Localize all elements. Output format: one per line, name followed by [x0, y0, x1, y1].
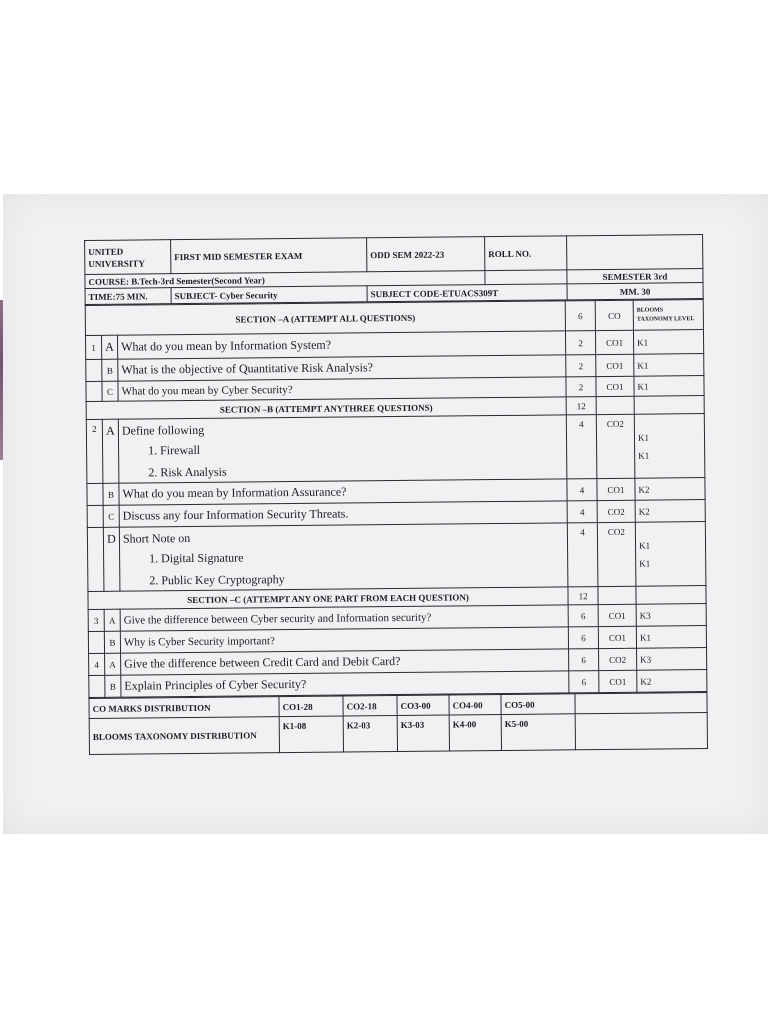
question-blooms-level: K2 — [637, 670, 707, 693]
question-co: CO1 — [596, 354, 634, 376]
question-co: CO2 — [597, 500, 635, 522]
question-co: CO1 — [598, 604, 636, 626]
question-blooms-level: K3 — [636, 604, 706, 627]
question-blooms-level: K2 — [635, 478, 705, 501]
max-marks: MM. 30 — [567, 283, 703, 300]
co-distribution-cell: CO5-00 — [501, 694, 575, 715]
question-number: 1 — [85, 335, 101, 359]
question-co: CO1 — [598, 626, 636, 648]
blooms-distribution-cell: K1-08 — [279, 716, 343, 753]
section-c-marks: 12 — [568, 587, 598, 605]
question-table — [85, 299, 708, 698]
co-distribution-label: CO MARKS DISTRIBUTION — [89, 697, 279, 719]
question-co: CO2 — [596, 414, 635, 478]
question-marks: 2 — [565, 331, 595, 355]
question-number: 2 — [86, 419, 103, 483]
question-marks: 4 — [566, 415, 597, 479]
question-blooms-level: K1 — [634, 376, 704, 397]
question-text: Why is Cyber Security important? — [120, 627, 568, 653]
question-co: CO2 — [599, 648, 637, 670]
university-name: UNITED UNIVERSITY — [85, 240, 171, 275]
question-part: B — [103, 483, 119, 505]
semester: SEMESTER 3rd — [567, 269, 703, 284]
question-text: Explain Principles of Cyber Security? — [121, 671, 569, 697]
co-distribution-cell: CO1-28 — [279, 696, 343, 717]
question-blooms-level: K1 — [636, 626, 706, 649]
question-blooms-level — [634, 414, 705, 479]
question-blooms-level: K2 — [635, 500, 705, 523]
co-header: CO — [595, 300, 633, 330]
blooms-level: K1 — [638, 540, 651, 551]
question-part: C — [102, 381, 118, 401]
sub-item: 2. Risk Analysis — [148, 464, 227, 480]
question-marks: 2 — [566, 377, 596, 397]
question-co: CO1 — [599, 670, 637, 692]
blooms-distribution-cell: K3-03 — [397, 715, 449, 751]
sub-item: 1. Firewall — [148, 442, 201, 458]
question-text: What do you mean by Information Assurance? — [119, 479, 567, 505]
question-co: CO2 — [597, 522, 636, 586]
blooms-header: BLOOMS TAXONOMY LEVEL — [633, 300, 703, 331]
question-marks: 4 — [567, 479, 597, 501]
exam-paper — [84, 226, 707, 780]
question-part: D — [103, 527, 120, 591]
question-marks: 6 — [568, 605, 598, 627]
question-marks: 4 — [567, 501, 597, 523]
question-text: Define following — [121, 422, 205, 438]
question-part: A — [105, 653, 121, 675]
course: COURSE: B.Tech-3rd Semester(Second Year) — [85, 271, 485, 289]
question-blooms-level: K1 — [634, 354, 704, 377]
blooms-distribution-label: BLOOMS TAXONOMY DISTRIBUTION — [89, 717, 279, 755]
question-blooms-level: K1 — [633, 330, 703, 355]
question-number: 3 — [88, 609, 104, 631]
blooms-distribution-cell: K5-00 — [501, 714, 575, 751]
blooms-level: K1 — [638, 450, 650, 461]
question-co: CO1 — [597, 478, 635, 500]
session: ODD SEM 2022-23 — [367, 237, 485, 272]
section-b-marks: 12 — [566, 397, 596, 415]
question-marks: 6 — [569, 671, 599, 693]
question-marks: 4 — [567, 523, 598, 587]
section-a-title: SECTION –A (ATTEMPT ALL QUESTIONS) — [85, 301, 565, 336]
question-blooms-level: K3 — [637, 648, 707, 671]
question-marks: 2 — [566, 355, 596, 377]
question-text: Short Note on — [122, 530, 191, 546]
question-blooms-level — [635, 522, 706, 587]
question-part: B — [102, 359, 118, 381]
question-part: C — [103, 505, 119, 527]
section-c-title: SECTION –C (ATTEMPT ANY ONE PART FROM EACH QUESTION) — [88, 587, 568, 610]
question-text: Discuss any four Information Security Threats. — [119, 501, 567, 527]
roll-no-field — [567, 235, 703, 270]
distribution-table — [88, 692, 708, 755]
question-part: A — [104, 609, 120, 631]
co-distribution-cell: CO4-00 — [449, 695, 501, 715]
question-co: CO1 — [595, 330, 633, 354]
sub-item: 2. Public Key Cryptography — [149, 572, 285, 588]
subject-code: SUBJECT CODE-ETUACS309T — [367, 284, 567, 302]
question-body — [118, 415, 567, 483]
question-text: What do you mean by Cyber Security? — [118, 377, 566, 401]
roll-no-label: ROLL NO. — [485, 236, 567, 271]
question-part: A — [102, 419, 119, 483]
question-part: A — [101, 335, 117, 359]
question-part: B — [104, 631, 120, 653]
question-text: Give the difference between Credit Card and Debit Card? — [121, 649, 569, 675]
question-text: What is the objective of Quantitative Risk Analysis? — [118, 355, 566, 381]
question-text: Give the difference between Cyber security and Information security? — [120, 605, 568, 631]
co-distribution-cell: CO3-00 — [397, 695, 449, 715]
question-number: 4 — [89, 653, 105, 675]
question-marks: 6 — [569, 649, 599, 671]
time-allowed: TIME:75 MIN. — [85, 288, 171, 305]
blooms-distribution-cell: K2-03 — [343, 716, 397, 753]
co-distribution-cell: CO2-18 — [343, 696, 397, 717]
exam-header-table — [84, 234, 704, 305]
question-text: What do you mean by Information System? — [117, 331, 565, 359]
question-part: B — [105, 675, 121, 697]
section-a-marks: 6 — [565, 301, 595, 331]
section-b-title: SECTION –B (ATTEMPT ANYTHREE QUESTIONS) — [86, 397, 566, 420]
subject-name: SUBJECT- Cyber Security — [171, 286, 367, 304]
question-marks: 6 — [568, 627, 598, 649]
blooms-level: K1 — [637, 432, 650, 443]
question-co: CO1 — [596, 376, 634, 396]
blooms-distribution-cell: K4-00 — [449, 715, 501, 751]
question-body — [119, 523, 568, 591]
sub-item: 1. Digital Signature — [149, 550, 244, 566]
exam-title: FIRST MID SEMESTER EXAM — [171, 238, 367, 274]
blooms-level: K1 — [639, 558, 651, 569]
